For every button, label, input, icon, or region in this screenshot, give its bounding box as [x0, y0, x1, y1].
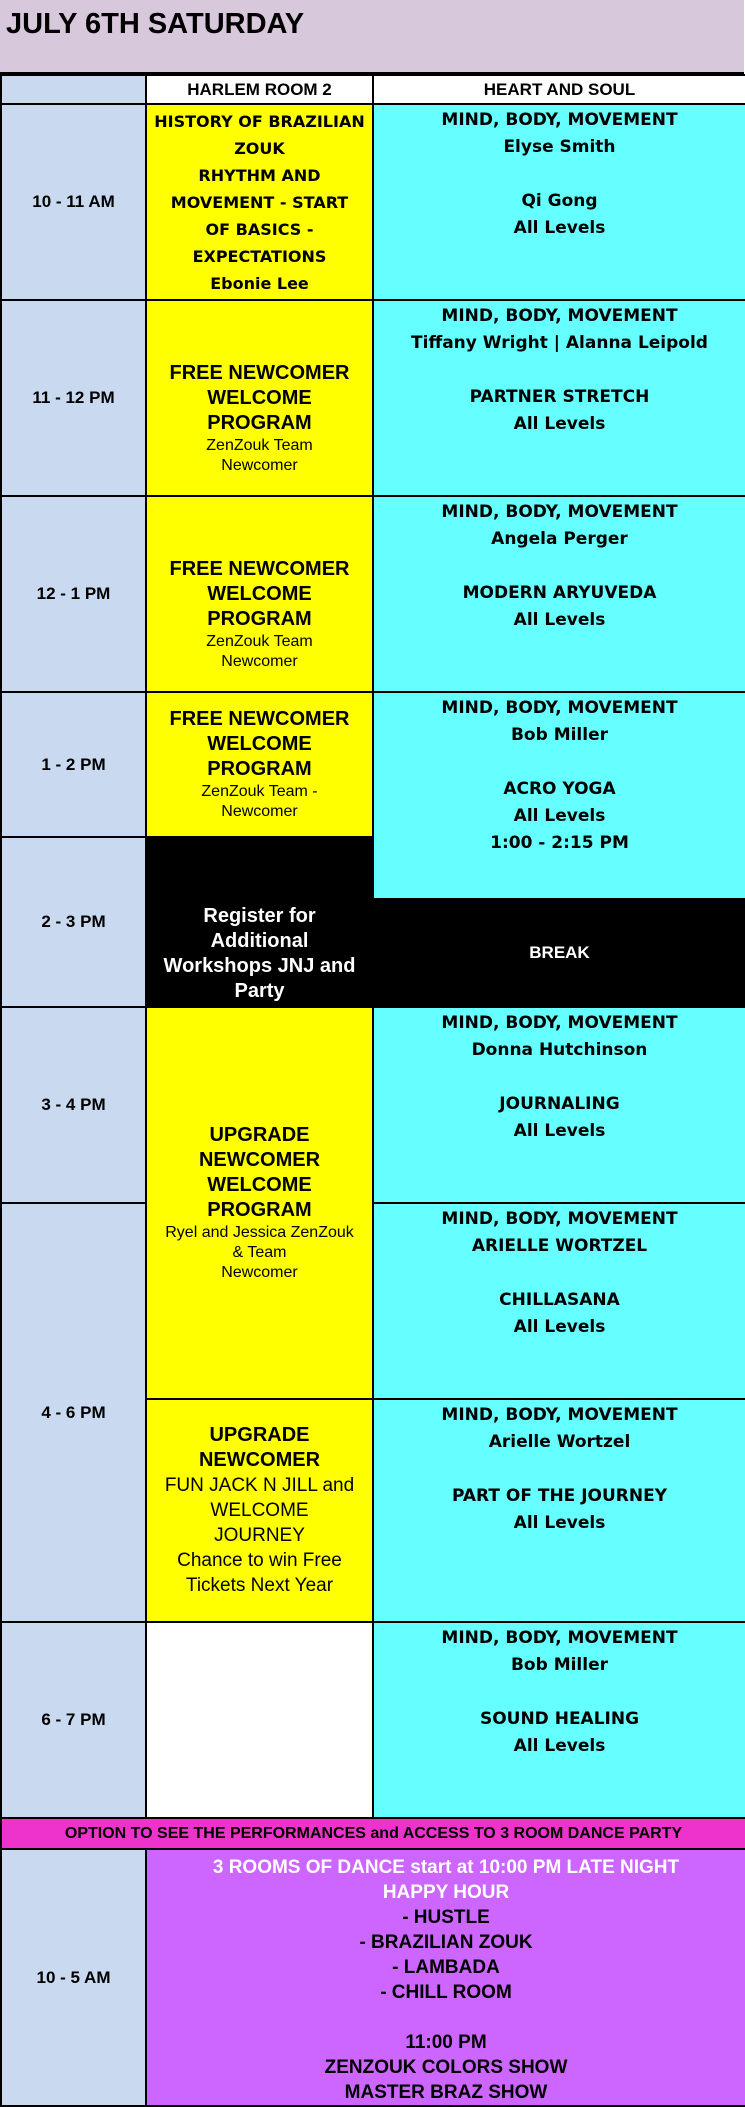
break-cell: BREAK: [373, 899, 745, 1007]
line: PROGRAM: [207, 758, 312, 780]
line: FREE NEWCOMER: [169, 557, 350, 580]
session-category: MIND, BODY, MOVEMENT: [441, 110, 678, 130]
line: NEWCOMER: [198, 1449, 321, 1471]
line: NEWCOMER: [198, 1149, 321, 1171]
session-category: MIND, BODY, MOVEMENT: [441, 698, 678, 718]
line: Newcomer: [221, 1264, 298, 1281]
session-category: MIND, BODY, MOVEMENT: [441, 1405, 678, 1425]
time-slot: 4 - 6 PM: [1, 1203, 146, 1622]
instructor: Donna Hutchinson: [471, 1040, 648, 1060]
harlem-session: [146, 496, 373, 692]
time-slot: 3 - 4 PM: [1, 1007, 146, 1203]
session-category: MIND, BODY, MOVEMENT: [441, 1013, 678, 1033]
line: MOVEMENT - START: [170, 192, 349, 212]
heart-session: [373, 104, 745, 300]
schedule-table: [0, 74, 745, 2107]
time-slot: 2 - 3 PM: [1, 837, 146, 1007]
empty-cell: [146, 1622, 373, 1818]
time-slot: 10 - 5 AM: [1, 1849, 146, 2106]
heart-session: [373, 1399, 745, 1622]
line: Register for: [203, 905, 316, 927]
line: WELCOME: [207, 386, 312, 409]
line: Tickets Next Year: [185, 1575, 334, 1596]
instructor: Tiffany Wright | Alanna Leipold: [411, 333, 708, 353]
page-title: JULY 6TH SATURDAY: [6, 8, 305, 40]
line: Workshops JNJ and: [163, 955, 356, 977]
session-level: All Levels: [513, 1513, 606, 1533]
instructor: ARIELLE WORTZEL: [471, 1236, 648, 1256]
heart-session: [373, 1007, 745, 1203]
time-slot: 11 - 12 PM: [1, 300, 146, 496]
header-heart-and-soul: HEART AND SOUL: [373, 75, 745, 104]
instructor: Elyse Smith: [503, 137, 616, 157]
instructor: Ebonie Lee: [210, 273, 309, 293]
session-category: MIND, BODY, MOVEMENT: [441, 306, 678, 326]
line: UPGRADE: [209, 1124, 310, 1146]
session-category: MIND, BODY, MOVEMENT: [441, 502, 678, 522]
line: HAPPY HOUR: [382, 1882, 510, 1903]
line: EXPECTATIONS: [192, 246, 327, 266]
session-title: ACRO YOGA: [503, 779, 616, 799]
session-title: CHILLASANA: [499, 1290, 620, 1310]
heart-session: [373, 1622, 745, 1818]
line: Chance to win Free: [177, 1550, 342, 1571]
line: Newcomer: [221, 652, 298, 670]
line: 11:00 PM: [405, 2032, 487, 2053]
session-category: MIND, BODY, MOVEMENT: [441, 1628, 678, 1648]
line: MASTER BRAZ SHOW: [344, 2082, 548, 2103]
header-blank: [1, 75, 146, 104]
heart-session: [373, 1203, 745, 1399]
line: JOURNEY: [214, 1525, 305, 1546]
harlem-session: [146, 1399, 373, 1622]
line: FREE NEWCOMER: [169, 708, 350, 730]
instructor: Bob Miller: [510, 1655, 609, 1675]
session-title: PART OF THE JOURNEY: [451, 1486, 668, 1506]
line: FUN JACK N JILL and: [164, 1475, 355, 1496]
heart-session: [373, 496, 745, 692]
line: OF BASICS -: [205, 219, 314, 239]
time-slot: 1 - 2 PM: [1, 692, 146, 837]
harlem-session: [146, 104, 373, 300]
session-title: SOUND HEALING: [479, 1709, 640, 1729]
register-cell: [146, 837, 373, 1007]
line: PROGRAM: [207, 411, 312, 434]
line: Newcomer: [221, 803, 298, 820]
line: ZOUK: [234, 138, 285, 158]
line: ZenZouk Team -: [201, 783, 318, 800]
session-level: All Levels: [513, 414, 606, 434]
session-level: All Levels: [513, 1736, 606, 1756]
line: ZenZouk Team: [206, 632, 313, 650]
session-title: PARTNER STRETCH: [469, 387, 650, 407]
line: WELCOME: [210, 1500, 309, 1521]
harlem-session: [146, 692, 373, 837]
line: - HUSTLE: [402, 1907, 490, 1928]
line: HISTORY OF BRAZILIAN: [154, 111, 365, 131]
time-slot: 6 - 7 PM: [1, 1622, 146, 1818]
session-title: MODERN ARYUVEDA: [462, 583, 657, 603]
line: WELCOME: [207, 1174, 312, 1196]
line: & Team: [232, 1244, 287, 1261]
session-level: All Levels: [513, 806, 606, 826]
line: - CHILL ROOM: [380, 1982, 512, 2003]
line: ZENZOUK COLORS SHOW: [324, 2057, 568, 2078]
line: - LAMBADA: [392, 1957, 500, 1978]
line: PROGRAM: [207, 607, 312, 630]
time-slot: 10 - 11 AM: [1, 104, 146, 300]
late-night-cell: [146, 1849, 745, 2106]
line: ZenZouk Team: [206, 436, 313, 454]
session-level: All Levels: [513, 1317, 606, 1337]
line: Additional: [210, 930, 309, 952]
line: RHYTHM AND: [198, 165, 321, 185]
line: Party: [234, 980, 285, 1002]
title-bar: [0, 0, 744, 74]
instructor: Bob Miller: [510, 725, 609, 745]
session-level: All Levels: [513, 610, 606, 630]
session-level: All Levels: [513, 218, 606, 238]
session-category: MIND, BODY, MOVEMENT: [441, 1209, 678, 1229]
header-harlem-room-2: HARLEM ROOM 2: [146, 75, 373, 104]
line: Ryel and Jessica ZenZouk: [165, 1224, 354, 1241]
harlem-session: [146, 1007, 373, 1399]
line: WELCOME: [207, 582, 312, 605]
line: Newcomer: [221, 456, 298, 474]
session-time: 1:00 - 2:15 PM: [490, 833, 629, 853]
line: PROGRAM: [207, 1199, 312, 1221]
instructor: Arielle Wortzel: [488, 1432, 631, 1452]
time-slot: 12 - 1 PM: [1, 496, 146, 692]
session-title: JOURNALING: [499, 1094, 620, 1114]
heart-session: [373, 300, 745, 496]
line: WELCOME: [207, 733, 312, 755]
line: UPGRADE: [209, 1424, 310, 1446]
harlem-session: [146, 300, 373, 496]
session-title: Qi Gong: [521, 191, 598, 211]
option-banner: OPTION TO SEE THE PERFORMANCES and ACCESS TO 3 ROOM DANCE PARTY: [1, 1818, 745, 1849]
instructor: Angela Perger: [491, 529, 628, 549]
line: FREE NEWCOMER: [169, 361, 350, 384]
session-level: All Levels: [513, 1121, 606, 1141]
line: 3 ROOMS OF DANCE start at 10:00 PM LATE NIGHT: [212, 1857, 680, 1878]
heart-session: [373, 692, 745, 899]
line: - BRAZILIAN ZOUK: [359, 1932, 533, 1953]
